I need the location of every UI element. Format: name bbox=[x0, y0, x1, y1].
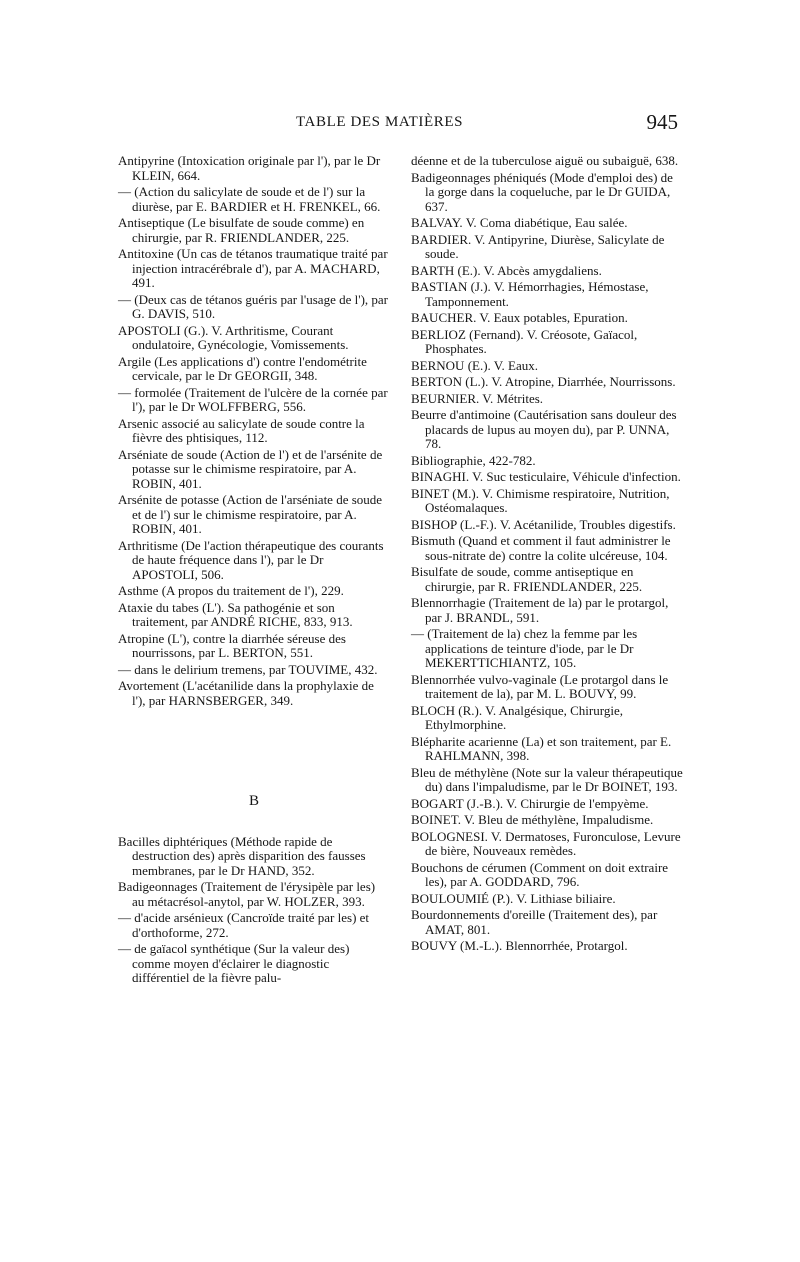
index-entry: Arsenic associé au salicylate de soude contre la fièvre des phtisiques, 112. bbox=[118, 415, 365, 445]
index-entry: BISHOP (L.-F.). V. Acétanilide, Troubles digestifs. bbox=[411, 516, 676, 532]
index-entry: Avortement (L'acétanilide dans la prophylaxie de l'), par HARNSBERGER, 349. bbox=[118, 678, 374, 708]
index-entry: BERNOU (E.). V. Eaux. bbox=[411, 357, 538, 373]
index-entry: BOUVY (M.-L.). Blennorrhée, Protargol. bbox=[411, 938, 628, 953]
section-letter: B bbox=[248, 793, 259, 809]
index-entry: déenne et de la tuberculose aiguë ou subaiguë, 638. bbox=[411, 153, 679, 168]
index-entry: Bisulfate de soude, comme antiseptique en chirurgie, par R. FRIENDLANDER, 225. bbox=[411, 564, 643, 594]
right-column bbox=[411, 154, 683, 956]
page-header bbox=[118, 110, 678, 138]
index-entry: Antipyrine (Intoxication originale par l'), par le Dr KLEIN, 664. bbox=[118, 153, 381, 183]
index-entry: BEURNIER. V. Métrites. bbox=[411, 390, 544, 406]
index-entry: Antiseptique (Le bisulfate de soude comme) en chirurgie, par R. FRIENDLANDER, 225. bbox=[118, 215, 365, 245]
index-entry: Badigeonnages (Traitement de l'érysipèle par les) au métacrésol-anytol, par W. HOLZER, 393. bbox=[118, 879, 376, 909]
index-entry: BOGART (J.-B.). V. Chirurgie de l'empyème. bbox=[411, 795, 649, 811]
index-entry: Asthme (A propos du traitement de l'), 229. bbox=[118, 583, 344, 598]
index-entry: Bibliographie, 422-782. bbox=[411, 452, 536, 468]
index-entry: BLOCH (R.). V. Analgésique, Chirurgie, Ethylmorphine. bbox=[411, 702, 623, 732]
index-entry: — formolée (Traitement de l'ulcère de la cornée par l'), par le Dr WOLFFBERG, 556. bbox=[118, 384, 388, 414]
index-entry: Bourdonnements d'oreille (Traitement des), par AMAT, 801. bbox=[411, 907, 658, 937]
index-entry: BAUCHER. V. Eaux potables, Epuration. bbox=[411, 310, 628, 325]
index-entry: BALVAY. V. Coma diabétique, Eau salée. bbox=[411, 215, 628, 230]
index-entry: Blépharite acarienne (La) et son traitement, par E. RAHLMANN, 398. bbox=[411, 733, 672, 763]
index-entry: — (Action du salicylate de soude et de l') sur la diurèse, par E. BARDIER et H. FRENKEL, 66. bbox=[118, 184, 381, 214]
index-entry: APOSTOLI (G.). V. Arthritisme, Courant ondulatoire, Gynécologie, Vomissements. bbox=[118, 322, 349, 352]
index-entry: BINAGHI. V. Suc testiculaire, Véhicule d'infection. bbox=[411, 469, 681, 484]
index-entry: BOINET. V. Bleu de méthylène, Impaludisme. bbox=[411, 812, 654, 827]
index-entry: — (Traitement de la) chez la femme par les applications de teinture d'iode, par le Dr MEKERTTICHIANTZ, 105. bbox=[411, 626, 638, 670]
index-entry: Badigeonnages phéniqués (Mode d'emploi des) de la gorge dans la coqueluche, par le Dr GUIDA, 637. bbox=[411, 169, 673, 214]
entry-list-a bbox=[118, 154, 390, 708]
index-entry: Bacilles diphtériques (Méthode rapide de destruction des) après disparition des fausses membranes, par le Dr HAND, 352. bbox=[118, 833, 366, 878]
index-entry: BERLIOZ (Fernand). V. Créosote, Gaïacol, Phosphates. bbox=[411, 326, 638, 356]
index-entry: BASTIAN (J.). V. Hémorrhagies, Hémostase, Tamponnement. bbox=[411, 279, 649, 309]
running-title: TABLE DES MATIÈRES bbox=[296, 114, 464, 130]
index-entry: BARTH (E.). V. Abcès amygdaliens. bbox=[411, 262, 602, 278]
index-entry: BOULOUMIÉ (P.). V. Lithiase biliaire. bbox=[411, 890, 616, 906]
index-entry: — d'acide arsénieux (Cancroïde traité par les) et d'orthoforme, 272. bbox=[118, 910, 370, 940]
index-entry: BERTON (L.). V. Atropine, Diarrhée, Nourrissons. bbox=[411, 374, 676, 389]
index-entry: Arsénite de potasse (Action de l'arséniate de soude et de l') sur le chimisme respiratoire, par A. ROBIN, 401. bbox=[118, 492, 383, 536]
index-entry: BARDIER. V. Antipyrine, Diurèse, Salicylate de soude. bbox=[411, 231, 665, 261]
index-entry: Bleu de méthylène (Note sur la valeur thérapeutique du) dans l'impaludisme, par le Dr BOINET, 193. bbox=[411, 764, 683, 794]
index-entry: BOLOGNESI. V. Dermatoses, Furonculose, Levure de bière, Nouveaux remèdes. bbox=[411, 828, 681, 858]
left-column bbox=[118, 154, 390, 988]
page-number: 945 bbox=[646, 110, 678, 134]
index-entry: Bismuth (Quand et comment il faut administrer le sous-nitrate de) contre la colite ulcéreuse, 104. bbox=[411, 533, 671, 563]
index-entry: Blennorrhagie (Traitement de la) par le protargol, par J. BRANDL, 591. bbox=[411, 595, 669, 625]
index-entry: Bouchons de cérumen (Comment on doit extraire les), par A. GODDARD, 796. bbox=[411, 859, 669, 889]
index-entry: Blennorrhée vulvo-vaginale (Le protargol dans le traitement de la), par M. L. BOUVY, 99. bbox=[411, 671, 669, 701]
index-entry: Argile (Les applications d') contre l'endométrite cervicale, par le Dr GEORGII, 348. bbox=[118, 353, 367, 383]
index-entry: Arthritisme (De l'action thérapeutique des courants de haute fréquence dans l'), par le Dr APOSTOLI, 506. bbox=[118, 537, 384, 582]
index-entry: — dans le delirium tremens, par TOUVIME, 432. bbox=[118, 661, 378, 677]
index-entry: Beurre d'antimoine (Cautérisation sans douleur des placards de lupus au moyen du), par P. UNNA, 78. bbox=[411, 407, 677, 451]
index-entry: BINET (M.). V. Chimisme respiratoire, Nutrition, Ostéomalaques. bbox=[411, 485, 670, 515]
index-entry: Antitoxine (Un cas de tétanos traumatique traité par injection intracérébrale d'), par A. MACHARD, 491. bbox=[118, 246, 388, 290]
index-entry: Arséniate de soude (Action de l') et de l'arsénite de potasse sur le chimisme respiratoire, par A. ROBIN, 401. bbox=[118, 446, 383, 491]
index-entry: Ataxie du tabes (L'). Sa pathogénie et son traitement, par ANDRÉ RICHE, 833, 913. bbox=[118, 599, 353, 629]
entry-list-right bbox=[411, 154, 683, 954]
index-entry: — (Deux cas de tétanos guéris par l'usage de l'), par G. DAVIS, 510. bbox=[118, 291, 389, 321]
index-entry: — de gaïacol synthétique (Sur la valeur des) comme moyen d'éclairer le diagnostic différentiel de la fièvre palu- bbox=[118, 941, 350, 985]
index-entry: Atropine (L'), contre la diarrhée séreuse des nourrissons, par L. BERTON, 551. bbox=[118, 630, 346, 660]
entry-list-b bbox=[118, 835, 390, 986]
